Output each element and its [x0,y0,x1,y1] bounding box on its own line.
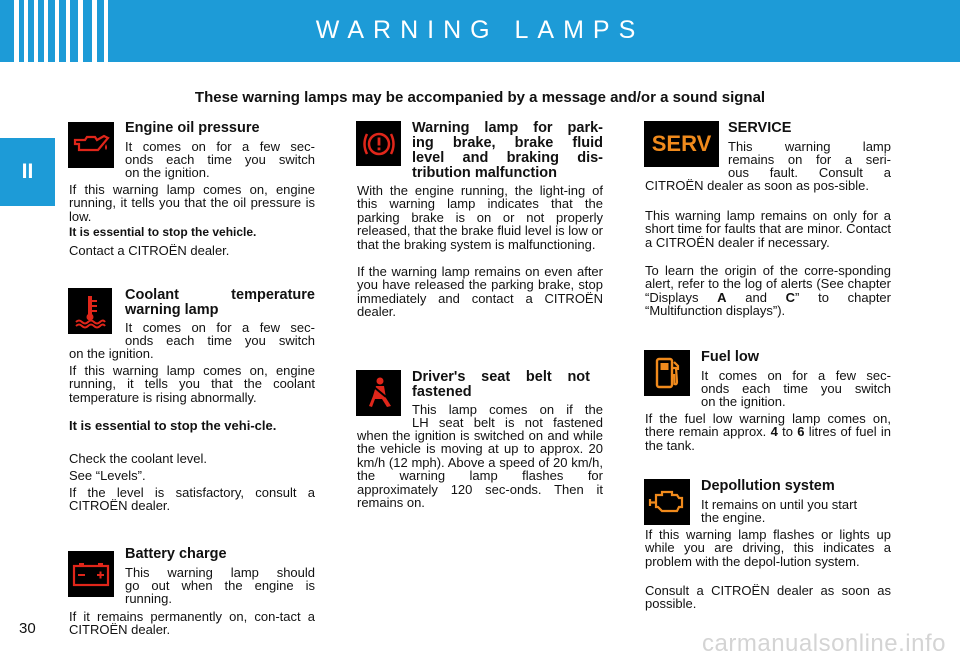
brake-title-line1: Warning lamp for park- [412,120,603,136]
fuel-p1-text: to [777,424,798,440]
coolant-title-line2: warning lamp [125,302,219,318]
service-title: SERVICE [728,120,792,136]
service-paragraph-2: This warning lamp remains on only for a short time for faults that are minor. Contact a CITROËN dealer if necessary. [645,208,891,250]
oil-intro-line3: on the ignition. [125,165,210,180]
service-intro-line1: This warning lamp [728,139,891,154]
coolant-consult-text: If the level is satisfactory, consult a CITROËN dealer. [69,485,315,514]
seatbelt-title-line2: fastened [412,384,472,400]
brake-paragraph-1: With the engine running, the light-ing of this warning lamp indicates that the parking brake is on or not properly released, that the brake fluid level is low or that the braking system is malfunctioning. [357,183,603,252]
brake-title-line4: tribution malfunction [412,165,557,181]
coolant-title-line1: Coolant temperature [125,287,315,303]
fuel-p1-max: 6 [797,424,805,440]
coolant-paragraph: If this warning lamp comes on, engine running, it tells you that the coolant temperature is rising abnormally. [69,363,315,405]
service-paragraph-1: CITROËN dealer as soon as pos-sible. [645,178,869,193]
coolant-temperature-icon [68,288,112,334]
coolant-warning-text: It is essential to stop the vehi-cle. [69,418,277,433]
brake-warning-icon [356,121,401,166]
battery-intro-line2: go out when the engine is [125,578,315,593]
battery-paragraph: If it remains permanently on, con-tact a CITROËN dealer. [69,609,315,638]
seatbelt-intro-line2: LH seat belt is not fastened [412,415,603,430]
watermark: carmanualsonline.info [702,630,946,657]
fuel-p1-min: 4 [770,424,778,440]
seat-belt-icon [356,370,401,416]
oil-title: Engine oil pressure [125,120,260,136]
service-p3-ref-a: A [717,289,727,305]
fuel-intro-line2: onds each time you switch [701,381,891,396]
page-title: WARNING LAMPS [315,16,645,44]
oil-contact-text: Contact a CITROËN dealer. [69,243,230,258]
depollution-paragraph-2: Consult a CITROËN dealer as soon as possible. [645,583,891,612]
battery-intro-line1: This warning lamp should [125,565,315,580]
coolant-intro-line1: It comes on for a few sec- [125,320,315,335]
oil-intro-line2: onds each time you switch [125,152,315,167]
depollution-paragraph-1: If this warning lamp flashes or lights up while you are driving, this indicates a problem with the depol-lution system. [645,527,891,569]
oil-paragraph: If this warning lamp comes on, engine running, it tells you that the oil pressure is low. [69,182,315,224]
page-number: 30 [19,620,36,637]
page-subtitle: These warning lamps may be accompanied by a message and/or a sound signal [194,89,766,106]
battery-title: Battery charge [125,546,227,562]
seatbelt-paragraph: when the ignition is switched on and while the vehicle is moving at up to approx. 20 km/h (12 mph). Above a speed of 20 km/h, the warning lamp flashes for approximately 120 sec-onds. Then it remains on. [357,428,603,511]
seatbelt-title-line1: Driver's seat belt not [412,369,590,385]
service-paragraph-3 [645,264,891,318]
brake-title-line2: ing brake, brake fluid [412,135,603,151]
oil-warning-text: It is essential to stop the vehicle. [69,225,257,239]
brake-paragraph-2: If the warning lamp remains on even after you have released the parking brake, stop immediately and contact a CITROËN dealer. [357,264,603,320]
service-p3-text: To learn the origin of the corre-sponding alert, refer to the log of alerts (See chapter “Displays [645,263,891,305]
battery-icon [68,551,114,597]
fuel-title: Fuel low [701,349,759,365]
section-tab: II [0,138,55,206]
coolant-intro-line2: onds each time you switch [125,333,315,348]
fuel-pump-icon [644,350,690,396]
coolant-intro-line3: on the ignition. [69,346,154,361]
coolant-check-text: Check the coolant level. [69,451,208,466]
service-p3-ref-c: C [785,289,796,305]
brake-title-line3: level and braking dis- [412,150,603,166]
engine-management-icon [644,479,690,525]
depollution-intro-line1: It remains on until you start [701,497,858,512]
service-p3-text: and [726,289,786,305]
fuel-paragraph [645,412,891,452]
depollution-title: Depollution system [701,478,835,494]
seatbelt-intro-line1: This lamp comes on if the [412,402,603,417]
service-intro-line3: ous fault. Consult a [728,165,891,180]
coolant-see-levels-text: See “Levels”. [69,468,146,483]
header-banner [0,0,960,62]
service-intro-line2: remains on for a seri- [728,152,891,167]
depollution-intro-line2: the engine. [701,510,766,525]
fuel-p1-text: If the fuel low warning lamp comes on, there remain approx. [645,411,891,440]
fuel-p1-text: litres of fuel in the tank. [645,424,891,453]
fuel-intro-line1: It comes on for a few sec- [701,368,891,383]
service-p3-text: ” to chapter “Multifunction displays”). [645,289,891,319]
oil-intro-line1: It comes on for a few sec- [125,139,315,154]
fuel-intro-line3: on the ignition. [701,394,786,409]
oil-can-icon [68,122,114,168]
battery-intro-line3: running. [125,591,172,606]
serv-icon-text: SERV [651,131,712,156]
serv-icon [644,121,719,167]
